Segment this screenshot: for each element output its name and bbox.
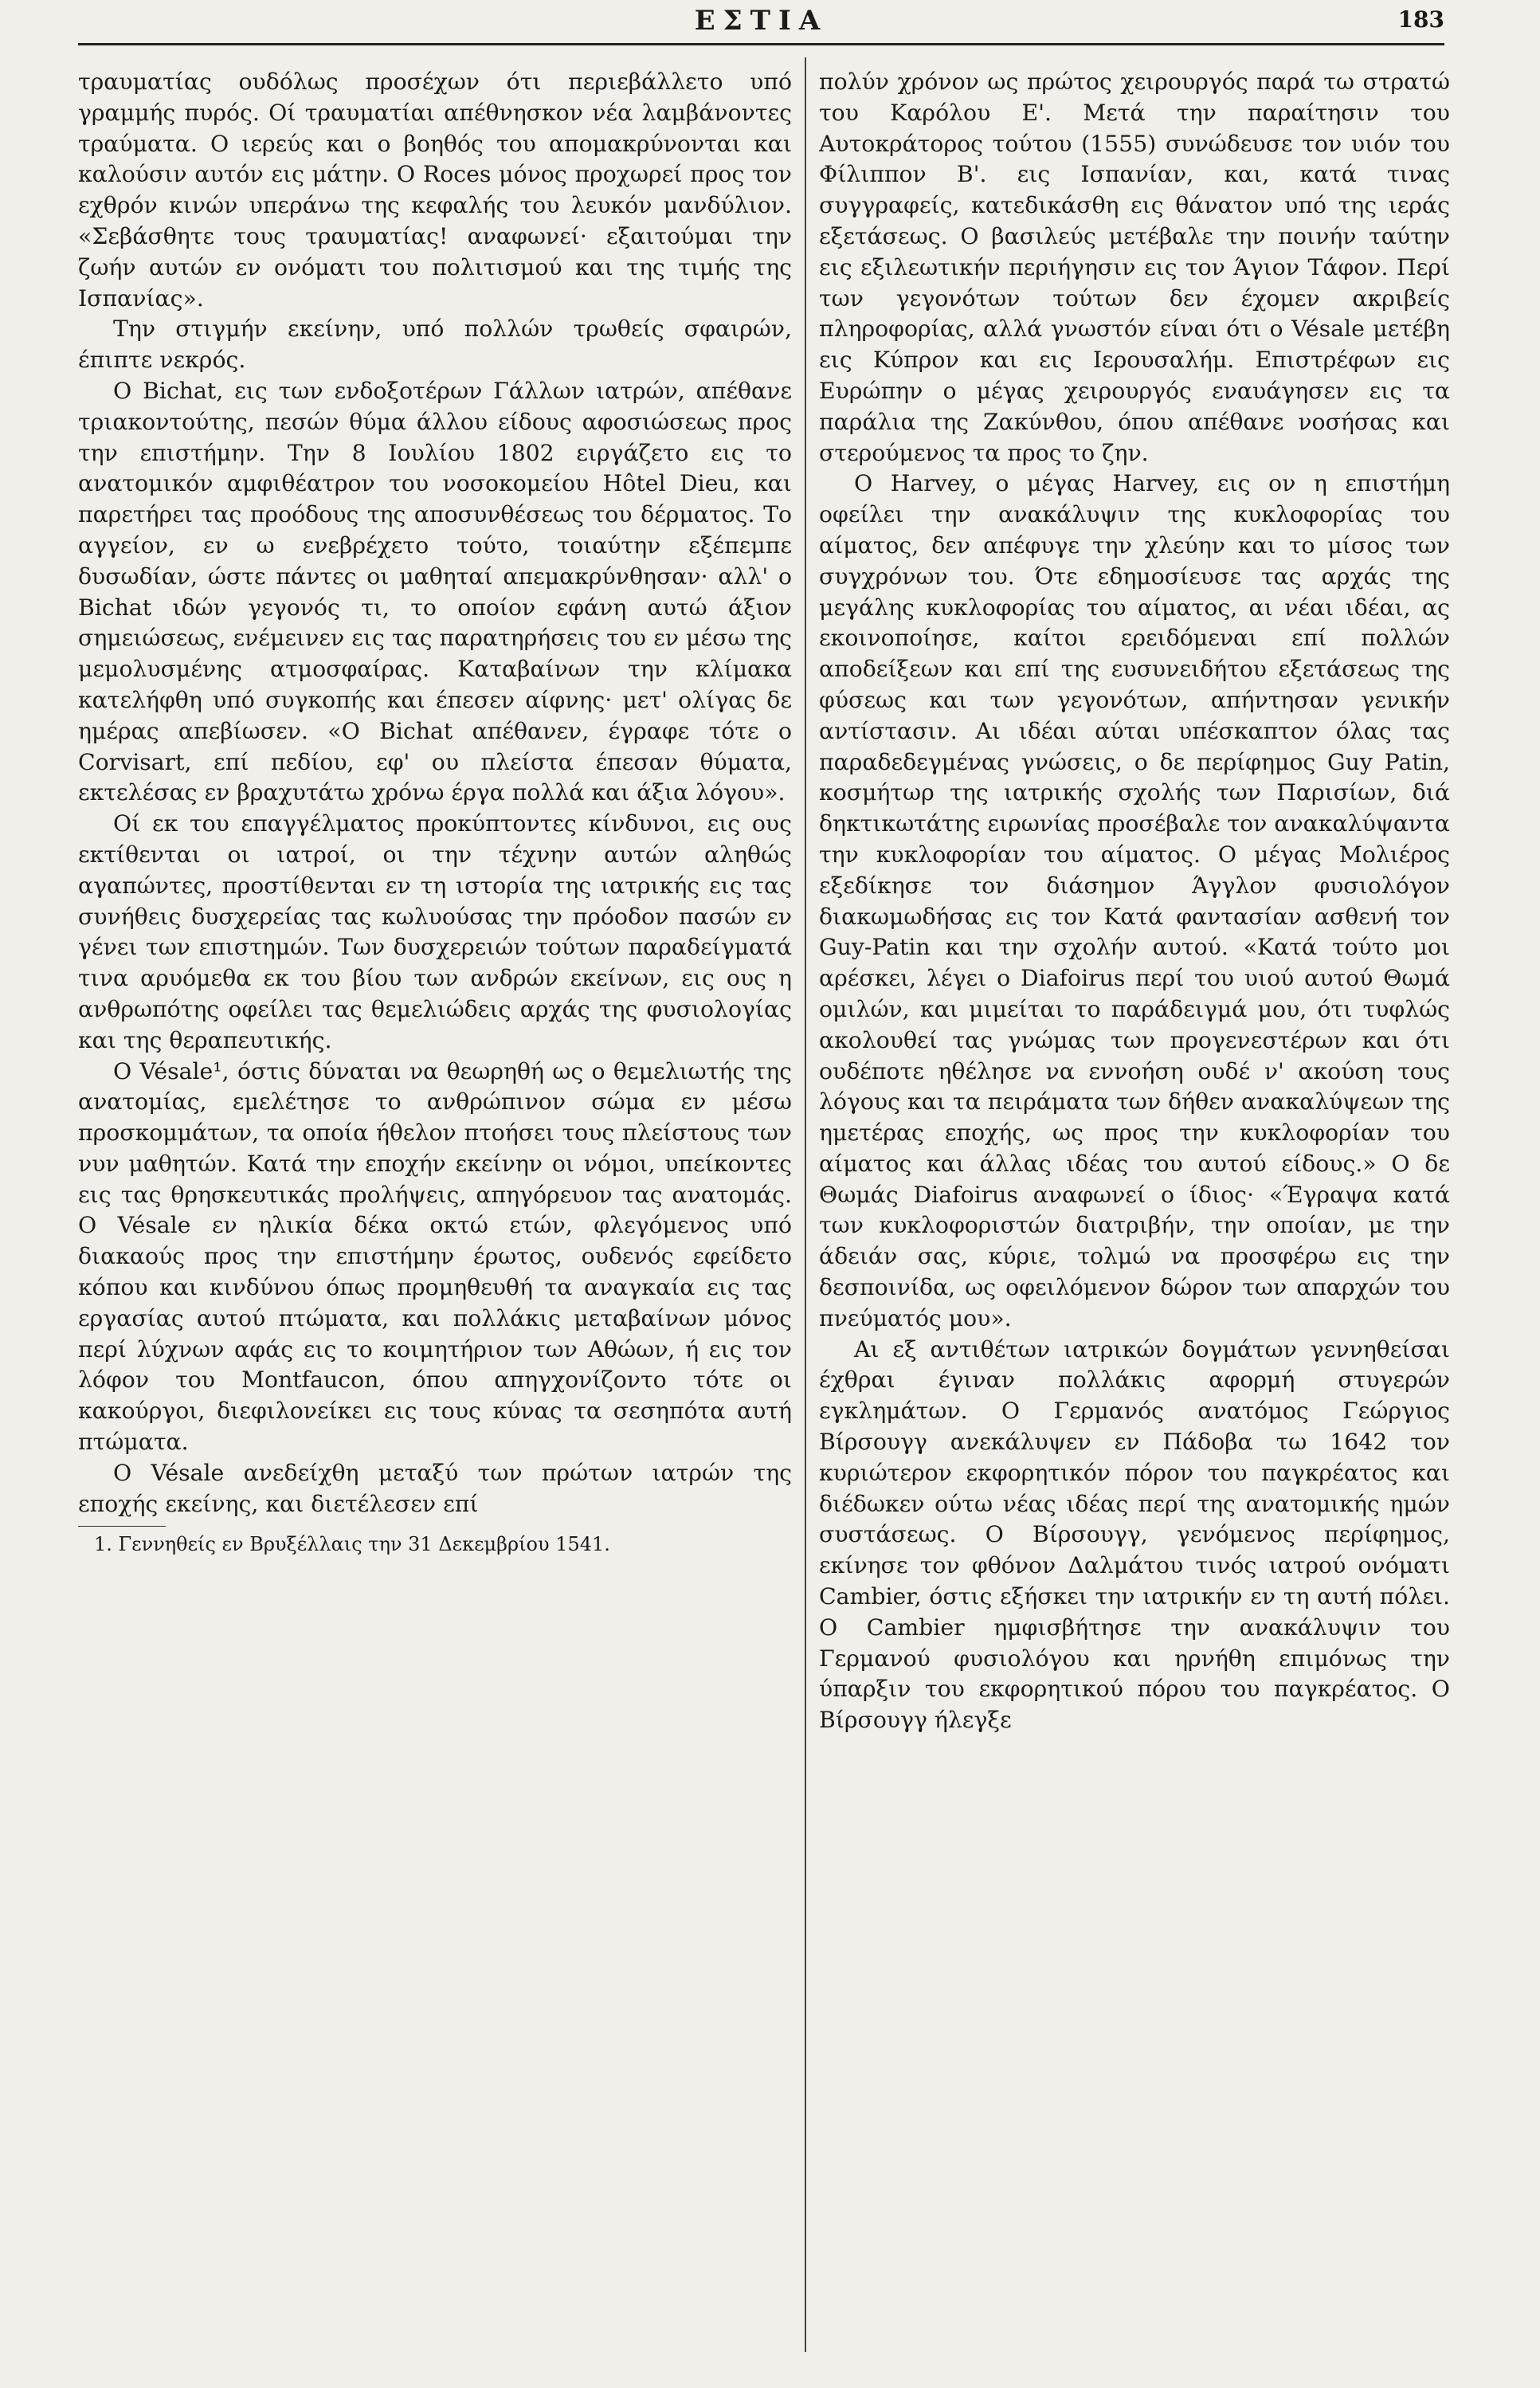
footnote-rule bbox=[78, 1526, 166, 1527]
header-rule bbox=[78, 43, 1444, 45]
paragraph: Οί εκ του επαγγέλματος προκύπτοντες κίνδυνοι, εις ους εκτίθενται οι ιατροί, οι την τέχνην αυτών αληθώς αγαπώντες, προστίθενται εν τη ιστορία της ιατρικής εις τας συνήθεις δυσχερείας τας κωλυούσας την πρόοδον πασών εν γένει των επιστημών. Των δυσχερειών τούτων παραδείγματά τινα αρυόμεθα εκ του βίου των ανδρών εκείνων, εις ους η ανθρωπότης οφείλει τας θεμελιώδεις αρχάς της φυσιολογίας και της θεραπευτικής. bbox=[78, 810, 792, 1053]
paragraph: Την στιγμήν εκείνην, υπό πολλών τρωθείς σφαιρών, έπιπτε νεκρός. bbox=[78, 316, 792, 374]
page-number: 183 bbox=[1397, 6, 1444, 33]
paragraph: τραυματίας ουδόλως προσέχων ότι περιεβάλλετο υπό γραμμής πυρός. Οί τραυματίαι απέθνησκον νέα λαμβάνοντες τραύματα. Ο ιερεύς και ο βοηθός του απομακρύνονται και καλούσιν αυτόν εις μάτην. Ο Roces μόνος προχωρεί προς τον εχθρόν κινών υπεράνω της κεφαλής του λευκόν μανδύλιον. «Σεβάσθητε τους τραυματίας! αναφωνεί· εξαιτούμαι την ζωήν αυτών εν ονόματι του πολιτισμού και της τιμής της Ισπανίας». bbox=[78, 69, 792, 312]
paragraph: Αι εξ αντιθέτων ιατρικών δογμάτων γεννηθείσαι έχθραι έγιναν πολλάκις αφορμή στυγερών εγκλημάτων. Ο Γερμανός ανατόμος Γεώργιος Βίρσουγγ ανεκάλυψεν εν Πάδοβα τω 1642 τον κυριώτερον εκφορητικόν πόρον του παγκρέατος και διέδωκεν ούτω νέας ιδέας περί της ανατομικής ημών συστάσεως. Ο Βίρσουγγ, γενόμενος περίφημος, εκίνησε τον φθόνον Δαλμάτου τινός ιατρού ονόματι Cambier, όστις εξήσκει την ιατρικήν εν τη αυτή πόλει. Ο Cambier ημφισβήτησε την ανακάλυψιν του Γερμανού φυσιολόγου και ηρνήθη επιμόνως την ύπαρξιν του εκφορητικού πόρου του παγκρέατος. Ο Βίρσουγγ ήλεγξε bbox=[819, 1335, 1450, 1734]
left-column bbox=[78, 67, 792, 1557]
column-divider bbox=[805, 57, 806, 2352]
journal-title: ΕΣΤΙΑ bbox=[694, 5, 829, 37]
paragraph: Ο Vésale¹, όστις δύναται να θεωρηθή ως ο θεμελιωτής της ανατομίας, εμελέτησε το ανθρώπινον σώμα εν μέσω προσκομμάτων, τα οποία ήθελον πτοήσει τους πλείστους των νυν μαθητών. Κατά την εποχήν εκείνην οι νόμοι, υπείκοντες εις τας θρησκευτικάς προλήψεις, απηγόρευον τας ανατομάς. Ο Vésale εν ηλικία δέκα οκτώ ετών, φλεγόμενος υπό διακαούς προς την επιστήμην έρωτος, ουδενός εφείδετο κόπου και κινδύνου όπως προμηθευθή τα αναγκαία εις τας εργασίας αυτού πτώματα, και πολλάκις μεταβαίνων μόνος περί λύχνων αφάς εις το κοιμητήριον των Αθώων, ή εις τον λόφον του Montfaucon, όπου απηγχονίζοντο τότε οι κακούργοι, διεφιλονείκει εις τους κύνας τα σεσηπότα αυτή πτώματα. bbox=[78, 1057, 792, 1456]
right-column bbox=[819, 67, 1450, 1736]
paragraph: Ο Bichat, εις των ενδοξοτέρων Γάλλων ιατρών, απέθανε τριακοντούτης, πεσών θύμα άλλου είδους αφοσιώσεως προς την επιστήμην. Την 8 Ιουλίου 1802 ειργάζετο εις το ανατομικόν αμφιθέατρον του νοσοκομείου Hôtel Dieu, και παρετήρει τας προόδους της αποσυνθέσεως του δέρματος. Το αγγείον, εν ω ενεβρέχετο τούτο, τοιαύτην εξέπεμπε δυσωδίαν, ώστε πάντες οι μαθηταί απεμακρύνθησαν· αλλ' ο Bichat ιδών γεγονός τι, το οποίον εφάνη αυτώ άξιον σημειώσεως, ενέμεινεν εις τας παρατηρήσεις του εν μέσω της μεμολυσμένης ατμοσφαίρας. Καταβαίνων την κλίμακα κατελήφθη υπό συγκοπής και έπεσεν αίφνης· μετ' ολίγας δε ημέρας απεβίωσεν. «Ο Bichat απέθανεν, έγραφε τότε ο Corvisart, επί πεδίου, εφ' ου πλείστα έπεσαν θύματα, εκτελέσας εν βραχυτάτω χρόνω έργα πολλά και άξια λόγου». bbox=[78, 377, 792, 806]
footnote: 1. Γεννηθείς εν Βρυξέλλαις την 31 Δεκεμβρίου 1541. bbox=[94, 1533, 610, 1556]
running-header bbox=[78, 0, 1444, 48]
paragraph: πολύν χρόνον ως πρώτος χειρουργός παρά τω στρατώ του Καρόλου Ε'. Μετά την παραίτησιν του Αυτοκράτορος τούτου (1555) συνώδευσε τον υιόν του Φίλιππον Β'. εις Ισπανίαν, και, κατά τινας συγγραφείς, κατεδικάσθη εις θάνατον υπό της ιεράς εξετάσεως. Ο βασιλεύς μετέβαλε την ποινήν ταύτην εις εξιλεωτικήν περιήγησιν εις τον Άγιον Τάφον. Περί των γεγονότων τούτων δεν έχομεν ακριβείς πληροφορίας, αλλά γνωστόν είναι ότι ο Vésale μετέβη εις Κύπρον και εις Ιερουσαλήμ. Επιστρέφων εις Ευρώπην ο μέγας χειρουργός εναυάγησεν εις τα παράλια της Ζακύνθου, όπου απέθανε νοσήσας και στερούμενος τα προς το ζην. bbox=[819, 69, 1450, 466]
paragraph: Ο Vésale ανεδείχθη μεταξύ των πρώτων ιατρών της εποχής εκείνης, και διετέλεσεν επί bbox=[78, 1459, 792, 1517]
paragraph: Ο Harvey, ο μέγας Harvey, εις ον η επιστήμη οφείλει την ανακάλυψιν της κυκλοφορίας του αίματος, δεν απέφυγε την χλεύην και το μίσος των συγχρόνων του. Ότε εδημοσίευσε τας αρχάς της μεγάλης κυκλοφορίας του αίματος, αι νέαι ιδέαι, ας εκοινοποίησε, καίτοι ερειδόμεναι επί πολλών αποδείξεων και επί της ευσυνειδήτου εξετάσεως της φύσεως και των γεγονότων, απήντησαν γενικήν αντίστασιν. Αι ιδέαι αύται υπέσκαπτον όλας τας παραδεδεγμένας γνώσεις, ο δε περίφημος Guy Patin, κοσμήτωρ της ιατρικής σχολής των Παρισίων, διά δηκτικωτάτης ειρωνίας προσέβαλε τον ανακαλύψαντα την κυκλοφορίαν του αίματος. Ο μέγας Μολιέρος εξεδίκησε τον διάσημον Άγγλον φυσιολόγον διακωμωδήσας εις τον Κατά φαντασίαν ασθενή τον Guy-Patin και την σχολήν αυτού. «Κατά τούτο μοι αρέσκει, λέγει ο Diafoirus περί του υιού αυτού Θωμά ομιλών, και μιμείται το παράδειγμά μου, ότι τυφλώς ακολουθεί τας γνώμας των προγενεστέρων και ότι ουδέποτε ηθέλησε να εννοήση ουδέ ν' ακούση τους λόγους και τα πειράματα των δήθεν ανακαλύψεων της ημετέρας εποχής, ως προς την κυκλοφορίαν του αίματος και άλλας ιδέας του αυτού είδους.» Ο δε Θωμάς Diafoirus αναφωνεί ο ίδιος· «Έγραψα κατά των κυκλοφοριστών διατριβήν, την οποίαν, με την άδειάν σας, κύριε, τολμώ να προσφέρω εις την δεσποινίδα, ως οφειλόμενον δώρον των απαρχών του πνεύματός μου». bbox=[819, 470, 1450, 1331]
